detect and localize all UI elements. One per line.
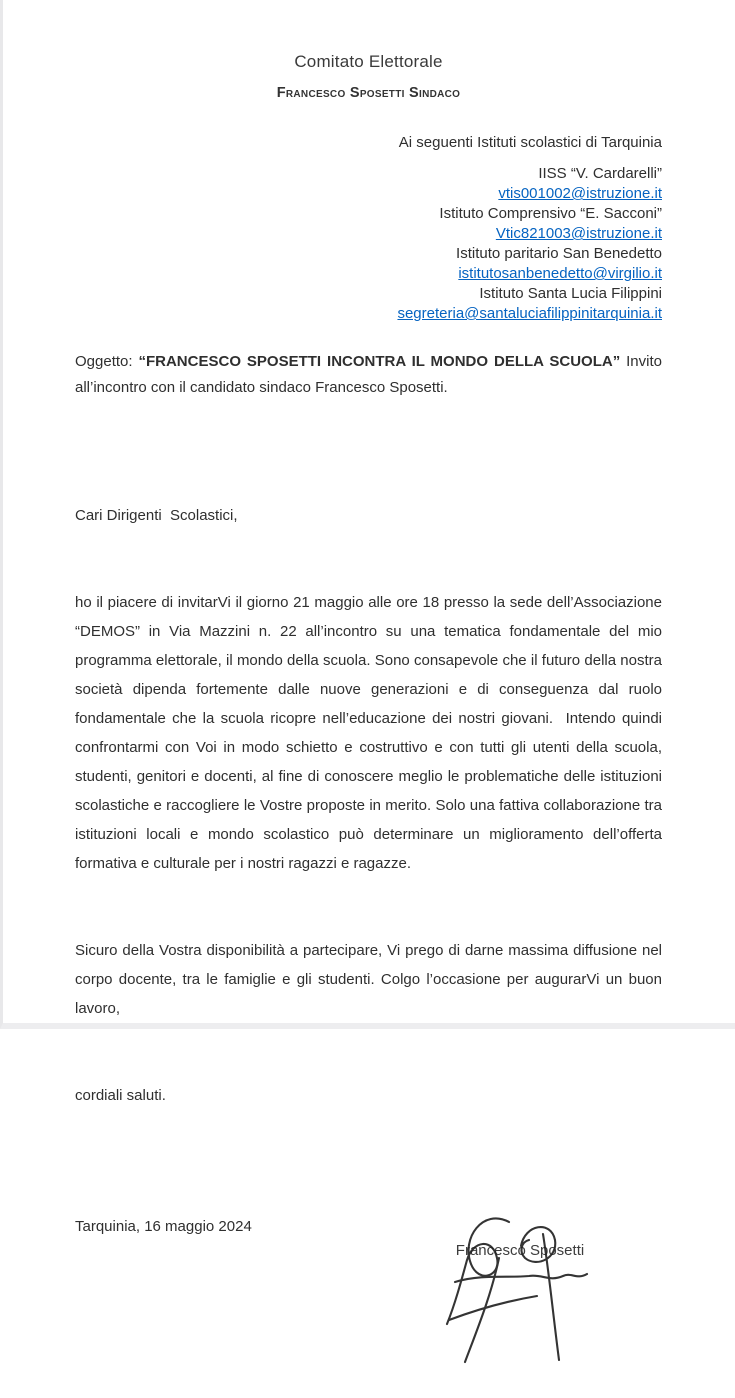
closing-salutation: cordiali saluti. [75,1087,166,1104]
letter-content [3,0,735,1398]
recipients-list [75,164,662,324]
letter-header [75,52,662,101]
recipient-email [75,304,662,324]
recipient-name: Istituto Santa Lucia Filippini [479,285,662,302]
committee-title: Comitato Elettorale [294,52,443,71]
salutation: Cari Dirigenti Scolastici, [75,507,238,524]
candidate-title: Francesco Sposetti Sindaco [276,85,461,101]
letter-footer [75,1218,662,1398]
subject-line [75,349,662,401]
recipient-email [75,224,662,244]
recipient-email [75,264,662,284]
recipient-email [75,184,662,204]
recipient-name: Istituto paritario San Benedetto [456,245,662,262]
subject-label: Oggetto: [75,353,133,370]
recipient-name: Istituto Comprensivo “E. Sacconi” [439,205,662,222]
signature-block [425,1210,615,1380]
subject-title: “FRANCESCO SPOSETTI INCONTRA IL MONDO DELLA SCUOLA” [138,353,621,370]
recipient-email-link[interactable]: istitutosanbenedetto@virgilio.it [458,265,662,282]
recipient-name: IISS “V. Cardarelli” [538,165,662,182]
recipient-email-link[interactable]: Vtic821003@istruzione.it [495,225,662,242]
recipient-email-link[interactable]: segreteria@santaluciafilippinitarquinia.it [397,305,662,322]
place-date: Tarquinia, 16 maggio 2024 [75,1218,252,1235]
recipient-email-link[interactable]: vtis001002@istruzione.it [498,185,662,202]
recipients-intro: Ai seguenti Istituti scolastici di Tarquinia [398,134,662,151]
signature-scribble-icon [425,1210,615,1380]
subject-rest: Invito all’incontro con il candidato sindaco Francesco Sposetti. [75,353,662,396]
body-paragraph-2: Sicuro della Vostra disponibilità a partecipare, Vi prego di darne massima diffusione nel corpo docente, tra le famiglie e gli studenti. Colgo l’occasione per augurarVi un buon lavoro, [75,942,667,1017]
body-paragraph-1: ho il piacere di invitarVi il giorno 21 maggio alle ore 18 presso la sede dell’Associazione “DEMOS” in Via Mazzini n. 22 all’incontro su una tematica fondamentale del mio programma elettorale, il mondo della scuola. Sono consapevole che il futuro della nostra società dipenda fortemente dalle nuove generazioni e di conseguenza dal ruolo fondamentale che la scuola ricopre nell’educazione dei nostri giovani. Intendo quindi confrontarmi con Voi in modo schietto e costruttivo e con tutti gli utenti della scuola, studenti, genitori e docenti, al fine di conoscere meglio le problematiche delle istituzioni scolastiche e raccogliere le Vostre proposte in merito. Solo una fattiva collaborazione tra istituzioni locali e mondo scolastico può determinare un miglioramento dell’offerta formativa e culturale per i nostri ragazzi e ragazze. [75,594,667,872]
letter-body [75,443,667,1168]
signature-name: Francesco Sposetti [455,1242,585,1259]
